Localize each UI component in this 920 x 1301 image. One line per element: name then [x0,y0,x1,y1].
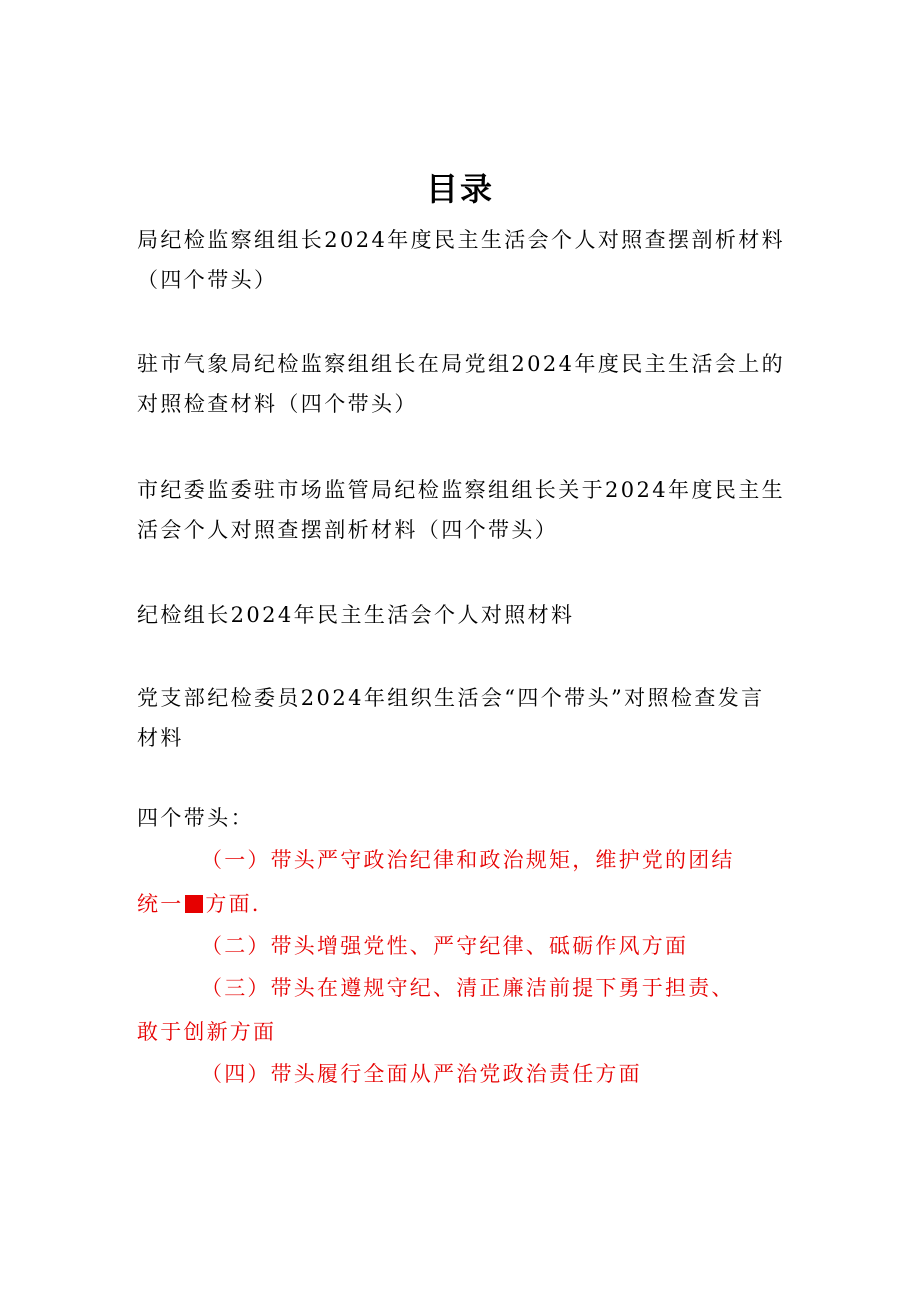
four-leads-item-1 [137,838,757,926]
four-leads-item-4: （四）带头履行全面从严治党政治责任方面 [201,1062,642,1086]
toc-item-2[interactable]: 驻市气象局纪检监察组组长在局党组2024年度民主生活会上的对照检查材料（四个带头） [137,352,786,416]
four-leads-heading: 四个带头： [137,806,254,830]
red-square-mark [185,895,203,913]
toc-item-5[interactable]: 党支部纪检委员2024年组织生活会“四个带头”对照检查发言材料 [137,686,765,750]
toc-item-3[interactable]: 市纪委监委驻市场监管局纪检监察组组长关于2024年度民主生活会个人对照查摆剖析材料（四个带头） [137,478,786,542]
four-leads-item-1-suffix: 方面. [205,892,261,916]
page-title: 目录 [425,170,494,208]
toc-item-4[interactable]: 纪检组长2024年民主生活会个人对照材料 [137,603,575,627]
four-leads-item-3: （三）带头在遵规守纪、清正廉洁前提下勇于担责、敢于创新方面 [137,976,735,1044]
four-leads-item-2: （二）带头增强党性、严守纪律、砥砺作风方面 [201,934,689,958]
toc-item-1[interactable]: 局纪检监察组组长2024年度民主生活会个人对照查摆剖析材料（四个带头） [137,228,786,292]
four-leads-item-1-text: （一）带头严守政治纪律和政治规矩，维护党的团结统一 [137,848,735,916]
